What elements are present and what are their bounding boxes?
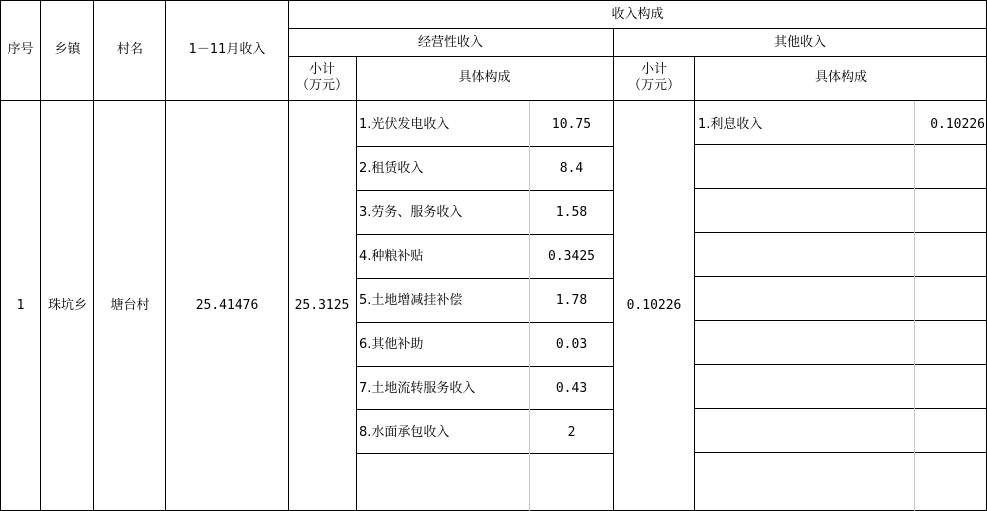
other-item-value: 0.10226 [930,117,985,132]
operating-item-value: 0.3425 [548,249,595,264]
operating-item-label: 8.水面承包收入 [359,425,450,440]
grid-line [356,366,613,367]
grid-line [288,28,987,29]
operating-item-value: 0.03 [555,337,588,352]
grid-line [529,101,530,511]
row-town: 珠坑乡 [47,297,87,313]
header-other-subtotal [613,56,695,100]
row-seq: 1 [16,297,25,313]
grid-line [356,56,357,511]
grid-line [613,29,614,511]
header-seq: 序号 [7,42,34,57]
grid-line [695,320,987,321]
operating-item-label: 2.租赁收入 [359,161,424,176]
operating-item-label: 1.光伏发电收入 [359,117,450,132]
row-other-subtotal: 0.10226 [626,297,682,313]
grid-line [93,0,94,511]
operating-item-value: 10.75 [551,117,592,132]
grid-line [695,144,987,145]
grid-line [356,409,613,410]
grid-line [914,101,915,511]
header-village: 村名 [116,42,143,57]
subtotal-label: 小计 [308,62,335,77]
row-village: 塘台村 [110,297,150,313]
operating-item-label: 4.种粮补贴 [359,249,424,264]
grid-line [165,0,166,511]
grid-line [356,278,613,279]
grid-line [356,453,613,454]
operating-item-label: 7.土地流转服务收入 [359,381,476,396]
grid-line [0,0,1,511]
grid-line [356,146,613,147]
operating-item-label: 5.土地增减挂补偿 [359,293,463,308]
operating-item-value: 1.58 [555,205,588,220]
other-item-label: 1.利息收入 [698,117,763,132]
header-composition: 收入构成 [611,6,664,22]
header-operating-subtotal [288,56,356,100]
operating-item-label: 3.劳务、服务收入 [359,205,463,220]
header-other-detail: 具体构成 [814,70,867,85]
grid-line [695,232,987,233]
header-town: 乡镇 [54,42,81,57]
grid-line [356,190,613,191]
grid-line [356,234,613,235]
subtotal-unit: （万元） [295,78,348,93]
grid-line [695,188,987,189]
grid-line [695,452,987,453]
grid-line [0,100,987,101]
grid-line [695,276,987,277]
operating-item-value: 2 [567,425,576,440]
grid-line [288,56,987,57]
operating-item-value: 0.43 [555,381,588,396]
grid-line [694,56,695,511]
operating-item-value: 1.78 [555,293,588,308]
row-total-income: 25.41476 [195,297,259,313]
grid-line [356,322,613,323]
grid-line [695,408,987,409]
subtotal-label: 小计 [640,62,667,77]
header-other: 其他收入 [773,34,826,50]
subtotal-unit: （万元） [627,78,680,93]
grid-line [40,0,41,511]
operating-item-label: 6.其他补助 [359,337,424,352]
header-operating-detail: 具体构成 [458,70,511,85]
operating-item-value: 8.4 [559,161,584,176]
header-operating: 经营性收入 [417,34,483,50]
header-income-period: 1－11月收入 [188,42,266,57]
grid-line [288,0,289,511]
grid-line [0,0,987,1]
grid-line [695,364,987,365]
row-operating-subtotal: 25.3125 [294,297,350,313]
